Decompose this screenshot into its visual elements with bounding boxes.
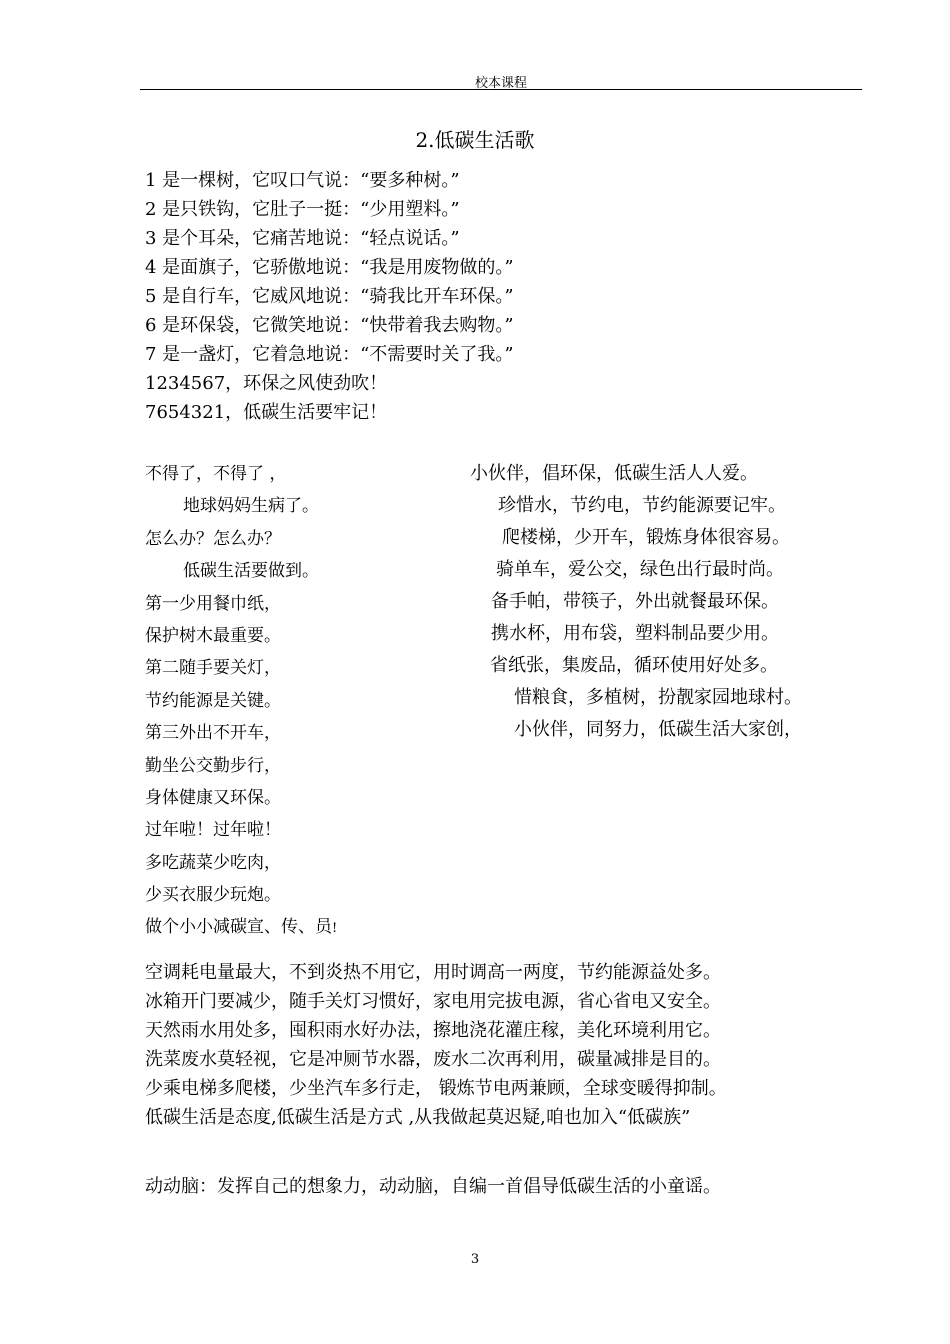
verse-line: 3 是个耳朵，它痛苦地说：“轻点说话。” <box>145 228 460 249</box>
task-prompt: 动动脑：发挥自己的想象力，动动脑，自编一首倡导低碳生活的小童谣。 <box>145 1176 721 1197</box>
poem-line <box>145 911 337 943</box>
poem-line: 第二随手要关灯， <box>145 658 281 679</box>
poem-line: 珍惜水，节约电，节约能源要记牢。 <box>498 495 786 516</box>
poem-line: 地球妈妈生病了。 <box>183 496 319 517</box>
poem-line: 节约能源是关键。 <box>145 690 281 711</box>
poem-line: 身体健康又环保。 <box>145 787 281 808</box>
poem-line: 不得了，不得了 ， <box>145 464 287 484</box>
left-column-poem <box>145 458 337 944</box>
document-title: 2.低碳生活歌 <box>415 128 535 152</box>
verse-line: 5 是自行车，它威风地说：“骑我比开车环保。” <box>145 286 514 307</box>
poem-line: 携水杯，用布袋，塑料制品要少用。 <box>491 623 779 644</box>
poem-line: 少买衣服少玩炮。 <box>145 885 281 906</box>
verse-line: 2 是只铁钩，它肚子一挺：“少用塑料。” <box>145 199 460 220</box>
poem-line: 过年啦！过年啦！ <box>145 820 281 841</box>
poem-line-mark: ! <box>332 921 338 937</box>
verse-line: 少乘电梯多爬楼，少坐汽车多行走， 锻炼节电两兼顾，全球变暖得抑制。 <box>145 1078 727 1099</box>
verse-line: 天然雨水用处多，囤积雨水好办法，擦地浇花灌庄稼，美化环境利用它。 <box>145 1020 721 1041</box>
verse-line: 1 是一棵树，它叹口气说：“要多种树。” <box>145 170 460 191</box>
poem-line: 多吃蔬菜少吃肉， <box>145 852 281 873</box>
poem-line: 怎么办？怎么办？ <box>145 528 281 549</box>
page-header: 校本课程 <box>474 76 527 91</box>
poem-line: 省纸张，集废品，循环使用好处多。 <box>490 655 778 676</box>
poem-line: 保护树木最重要。 <box>145 625 281 646</box>
poem-line: 小伙伴，同努力，低碳生活大家创， <box>514 719 802 740</box>
poem-line: 低碳生活要做到。 <box>183 561 319 582</box>
poem-line: 小伙伴，倡环保，低碳生活人人爱。 <box>470 463 758 484</box>
right-column-poem <box>470 458 802 746</box>
verse-line: 7 是一盏灯，它着急地说：“不需要时关了我。” <box>145 344 514 365</box>
verse-line: 低碳生活是态度,低碳生活是方式 ,从我做起莫迟疑,咱也加入“低碳族” <box>145 1107 691 1128</box>
verse-line: 洗菜废水莫轻视，它是冲厕节水器，废水二次再利用，碳量减排是目的。 <box>145 1049 721 1070</box>
poem-line: 勤坐公交勤步行， <box>145 755 281 776</box>
poem-line: 骑单车，爱公交，绿色出行最时尚。 <box>496 559 784 580</box>
verse-line: 空调耗电量最大，不到炎热不用它，用时调高一两度，节约能源益处多。 <box>145 962 721 983</box>
poem-line: 备手帕，带筷子，外出就餐最环保。 <box>491 591 779 612</box>
poem-line: 惜粮食，多植树，扮靓家园地球村。 <box>514 687 802 708</box>
poem-line-text: 做个小小减碳宣、传、员 <box>145 917 332 938</box>
verse-line: 冰箱开门要减少，随手关灯习惯好，家电用完拔电源，省心省电又安全。 <box>145 991 721 1012</box>
verse-line: 1234567，环保之风使劲吹！ <box>145 373 388 394</box>
poem-line: 第三外出不开车， <box>145 723 281 744</box>
page-number: 3 <box>470 1252 480 1267</box>
verse-line: 7654321，低碳生活要牢记！ <box>145 402 388 423</box>
verse-line: 6 是环保袋，它微笑地说：“快带着我去购物。” <box>145 315 514 336</box>
poem-line: 第一少用餐巾纸， <box>145 593 281 614</box>
verse-numbers <box>145 166 514 427</box>
poem-line: 爬楼梯，少开车，锻炼身体很容易。 <box>502 527 790 548</box>
verse-line: 4 是面旗子，它骄傲地说：“我是用废物做的。” <box>145 257 514 278</box>
verse-prose <box>145 958 727 1132</box>
header-rule <box>140 89 862 90</box>
